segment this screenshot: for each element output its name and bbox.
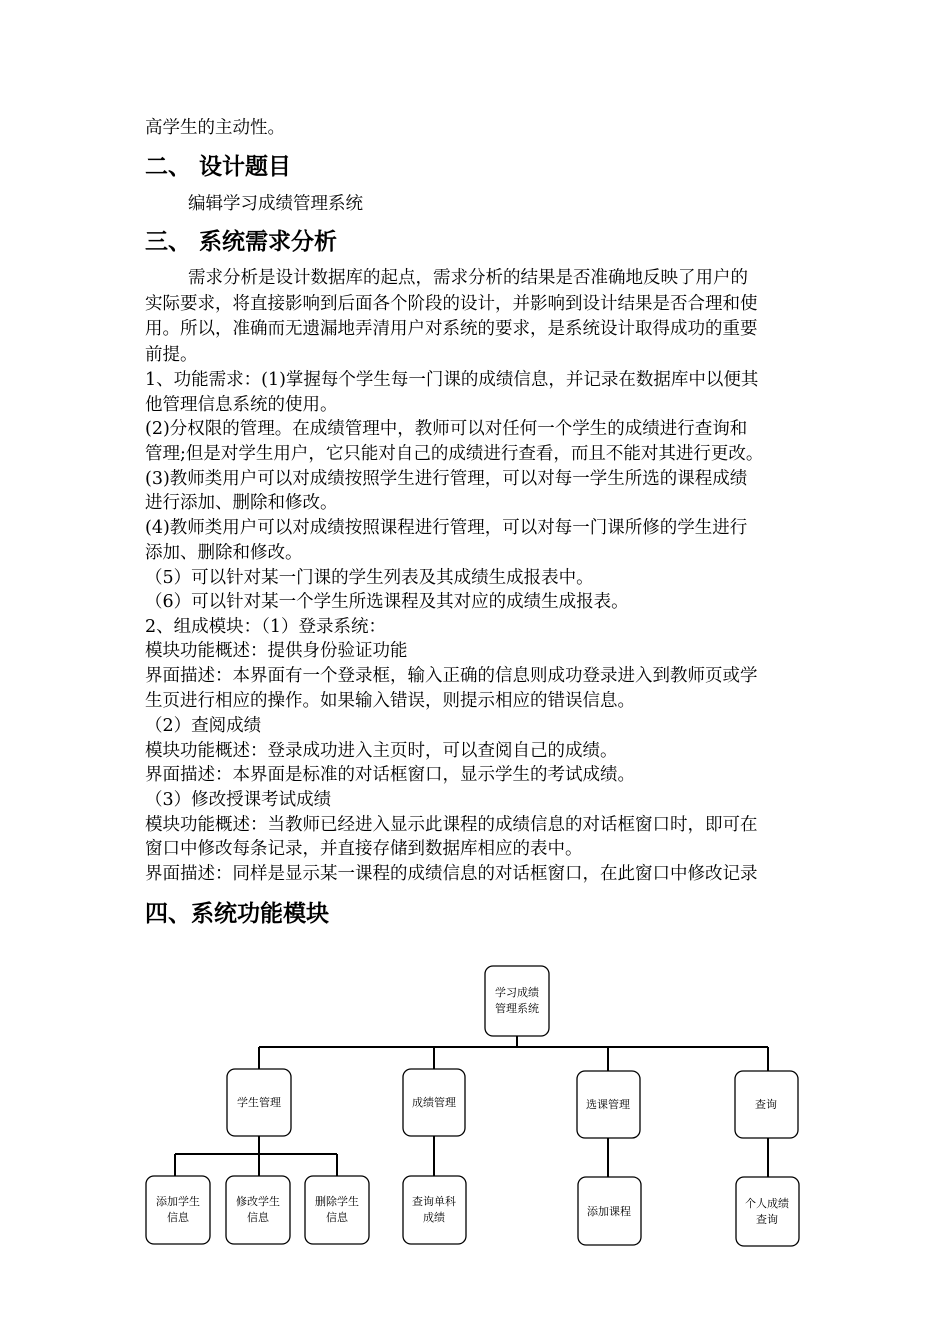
- text-line-27: 界面描述：同样是显示某一课程的成绩信息的对话框窗口，在此窗口中修改记录: [145, 864, 758, 884]
- text-line-7: 1、功能需求：(1)掌握每个学生每一门课的成绩信息，并记录在数据库中以便其: [145, 370, 759, 390]
- node-score-management-label: 成绩管理: [412, 1096, 456, 1109]
- node-course-selection-management-label: 选课管理: [586, 1098, 630, 1111]
- text-line-5: 用。所以，准确而无遗漏地弄清用户对系统的要求，是系统设计取得成功的重要: [145, 319, 758, 339]
- heading-function-modules: 四、系统功能模块: [145, 901, 329, 927]
- text-line-3: 需求分析是设计数据库的起点，需求分析的结果是否准确地反映了用户的: [188, 268, 748, 288]
- text-line-2: 编辑学习成绩管理系统: [188, 194, 363, 214]
- node-personal-score-query-label-line2: 查询: [756, 1213, 778, 1226]
- text-line-11: (3)教师类用户可以对成绩按照学生进行管理，可以对每一学生所选的课程成绩: [145, 469, 748, 489]
- node-edit-student-info: [226, 1176, 290, 1244]
- text-line-16: （6）可以针对某一个学生所选课程及其对应的成绩生成报表。: [145, 592, 629, 612]
- text-line-4: 实际要求，将直接影响到后面各个阶段的设计，并影响到设计结果是否合理和使: [145, 294, 758, 314]
- node-query-label: 查询: [755, 1098, 777, 1111]
- node-add-course-label: 添加课程: [587, 1205, 631, 1218]
- node-query-single-score-label-line2: 成绩: [423, 1211, 445, 1224]
- text-line-17: 2、组成模块：（1）登录系统：: [145, 617, 387, 637]
- node-edit-student-info-label-line2: 信息: [247, 1211, 269, 1224]
- node-delete-student-info-label-line2: 信息: [326, 1211, 348, 1224]
- text-line-1: 高学生的主动性。: [145, 118, 285, 138]
- node-edit-student-info-label-line1: 修改学生: [236, 1195, 280, 1208]
- node-score-management: [403, 1069, 465, 1136]
- heading-design-topic: 二、 设计题目: [145, 154, 292, 180]
- node-student-management: [227, 1069, 291, 1136]
- heading-requirements: 三、 系统需求分析: [145, 229, 338, 255]
- node-add-student-info: [146, 1176, 210, 1244]
- text-line-21: （2）查阅成绩: [145, 716, 262, 736]
- node-query-single-score-label-line1: 查询单科: [412, 1195, 456, 1208]
- node-root-label-line1: 学习成绩: [495, 986, 539, 999]
- node-delete-student-info: [305, 1176, 369, 1244]
- node-query-single-score: [403, 1176, 466, 1244]
- text-line-24: （3）修改授课考试成绩: [145, 790, 332, 810]
- node-personal-score-query: [736, 1177, 799, 1246]
- text-line-26: 窗口中修改每条记录，并直接存储到数据库相应的表中。: [145, 839, 583, 859]
- node-add-course: [578, 1177, 641, 1245]
- node-student-management-label: 学生管理: [237, 1096, 281, 1109]
- text-line-8: 他管理信息系统的使用。: [145, 395, 338, 415]
- node-add-student-info-label-line2: 信息: [167, 1211, 189, 1224]
- text-line-12: 进行添加、删除和修改。: [145, 493, 338, 513]
- node-course-selection-management: [577, 1071, 640, 1138]
- text-line-20: 生页进行相应的操作。如果输入错误，则提示相应的错误信息。: [145, 691, 635, 711]
- node-delete-student-info-label-line1: 删除学生: [315, 1195, 359, 1208]
- node-add-student-info-label-line1: 添加学生: [156, 1195, 200, 1208]
- text-line-9: (2)分权限的管理。在成绩管理中，教师可以对任何一个学生的成绩进行查询和: [145, 419, 748, 439]
- text-line-10: 管理;但是对学生用户，它只能对自己的成绩进行查看，而且不能对其进行更改。: [145, 444, 764, 464]
- text-line-14: 添加、删除和修改。: [145, 543, 303, 563]
- node-personal-score-query-label-line1: 个人成绩: [745, 1197, 789, 1210]
- text-line-23: 界面描述：本界面是标准的对话框窗口，显示学生的考试成绩。: [145, 765, 635, 785]
- text-line-13: (4)教师类用户可以对成绩按照课程进行管理，可以对每一门课所修的学生进行: [145, 518, 748, 538]
- node-root: [485, 966, 549, 1036]
- node-root-label-line2: 管理系统: [495, 1002, 539, 1015]
- text-line-25: 模块功能概述：当教师已经进入显示此课程的成绩信息的对话框窗口时，即可在: [145, 815, 758, 835]
- text-line-6: 前提。: [145, 345, 198, 365]
- text-line-22: 模块功能概述：登录成功进入主页时，可以查阅自己的成绩。: [145, 741, 618, 761]
- text-line-19: 界面描述：本界面有一个登录框，输入正确的信息则成功登录进入到教师页或学: [145, 666, 758, 686]
- text-line-18: 模块功能概述：提供身份验证功能: [145, 641, 408, 661]
- node-query: [735, 1071, 798, 1138]
- text-line-15: （5）可以针对某一门课的学生列表及其成绩生成报表中。: [145, 568, 594, 588]
